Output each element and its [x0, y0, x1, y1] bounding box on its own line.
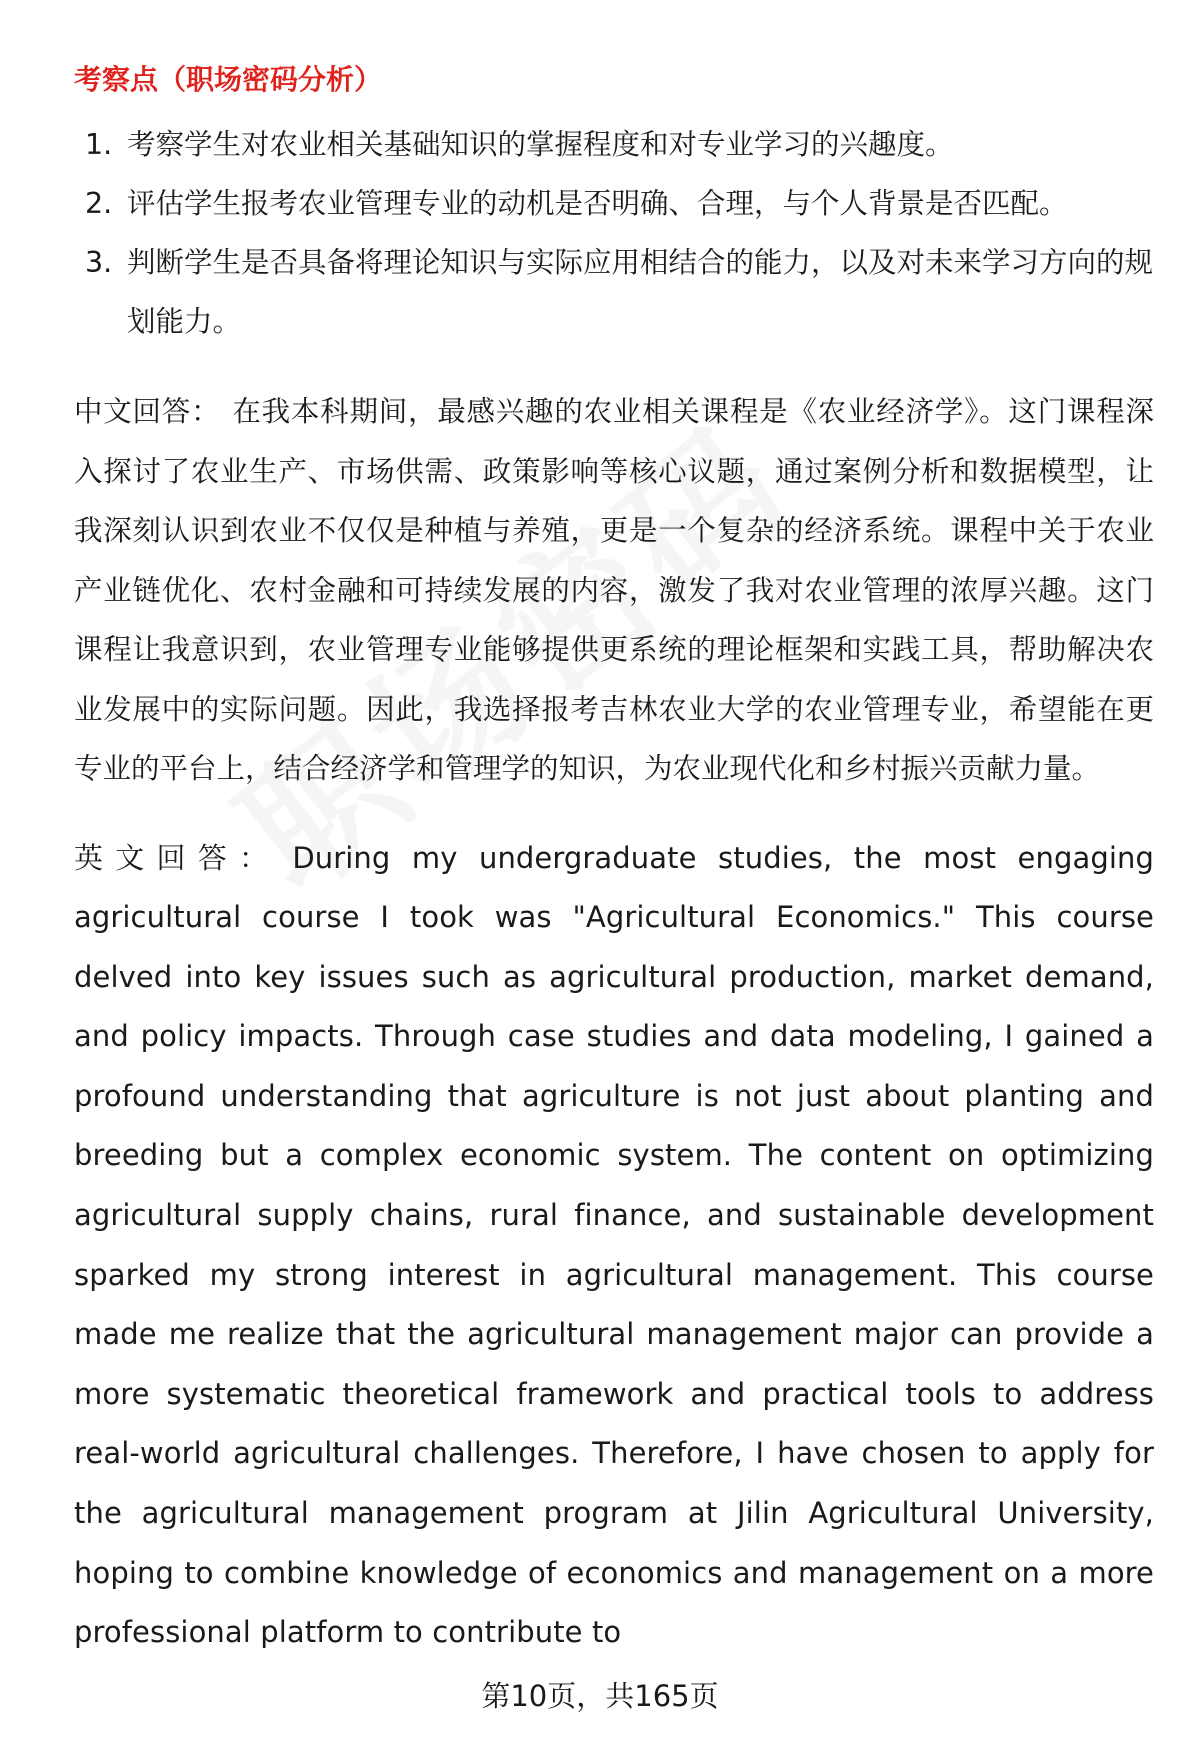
list-item	[74, 115, 1154, 174]
list-item-text: 判断学生是否具备将理论知识与实际应用相结合的能力，以及对未来学习方向的规划能力。	[127, 246, 1154, 338]
document-page	[74, 55, 1154, 1663]
chinese-answer-text: 在我本科期间，最感兴趣的农业相关课程是《农业经济学》。这门课程深入探讨了农业生产、市场供需、政策影响等核心议题，通过案例分析和数据模型，让我深刻认识到农业不仅仅是种植与养殖，更是一个复杂的经济系统。课程中关于农业产业链优化、农村金融和可持续发展的内容，激发了我对农业管理的浓厚兴趣。这门课程让我意识到，农业管理专业能够提供更系统的理论框架和实践工具，帮助解决农业发展中的实际问题。因此，我选择报考吉林农业大学的农业管理专业，希望能在更专业的平台上，结合经济学和管理学的知识，为农业现代化和乡村振兴贡献力量。	[74, 395, 1154, 785]
english-answer-label: 英文回答：	[74, 840, 281, 875]
english-answer	[74, 829, 1154, 1663]
list-item-text: 考察学生对农业相关基础知识的掌握程度和对专业学习的兴趣度。	[127, 128, 954, 161]
chinese-answer-label: 中文回答：	[74, 395, 221, 428]
chinese-answer	[74, 382, 1154, 799]
page-number: 第10页，共165页	[481, 1679, 719, 1713]
list-item-number: 3.	[85, 246, 113, 279]
list-item-text: 评估学生报考农业管理专业的动机是否明确、合理，与个人背景是否匹配。	[127, 187, 1068, 220]
evaluation-points-list	[74, 115, 1154, 351]
list-item	[74, 233, 1154, 351]
list-item-number: 1.	[85, 128, 113, 161]
list-item	[74, 174, 1154, 233]
list-item-number: 2.	[85, 187, 113, 220]
english-answer-text: During my undergraduate studies, the most engaging agricultural course I took was "Agricultural Economics." This course delved into key issues such as agricultural production, market demand, and policy impacts. Through case studies and data modeling, I gained a profound understanding that agriculture is not just about planting and breeding but a complex economic system. The content on optimizing agricultural supply chains, rural finance, and sustainable development sparked my strong interest in agricultural management. This course made me realize that the agricultural management major can provide a more systematic theoretical framework and practical tools to address real-world agricultural challenges. Therefore, I have chosen to apply for the agricultural management program at Jilin Agricultural University, hoping to combine knowledge of economics and management on a more professional platform to contribute to	[74, 840, 1154, 1650]
section-title: 考察点（职场密码分析）	[74, 63, 383, 96]
